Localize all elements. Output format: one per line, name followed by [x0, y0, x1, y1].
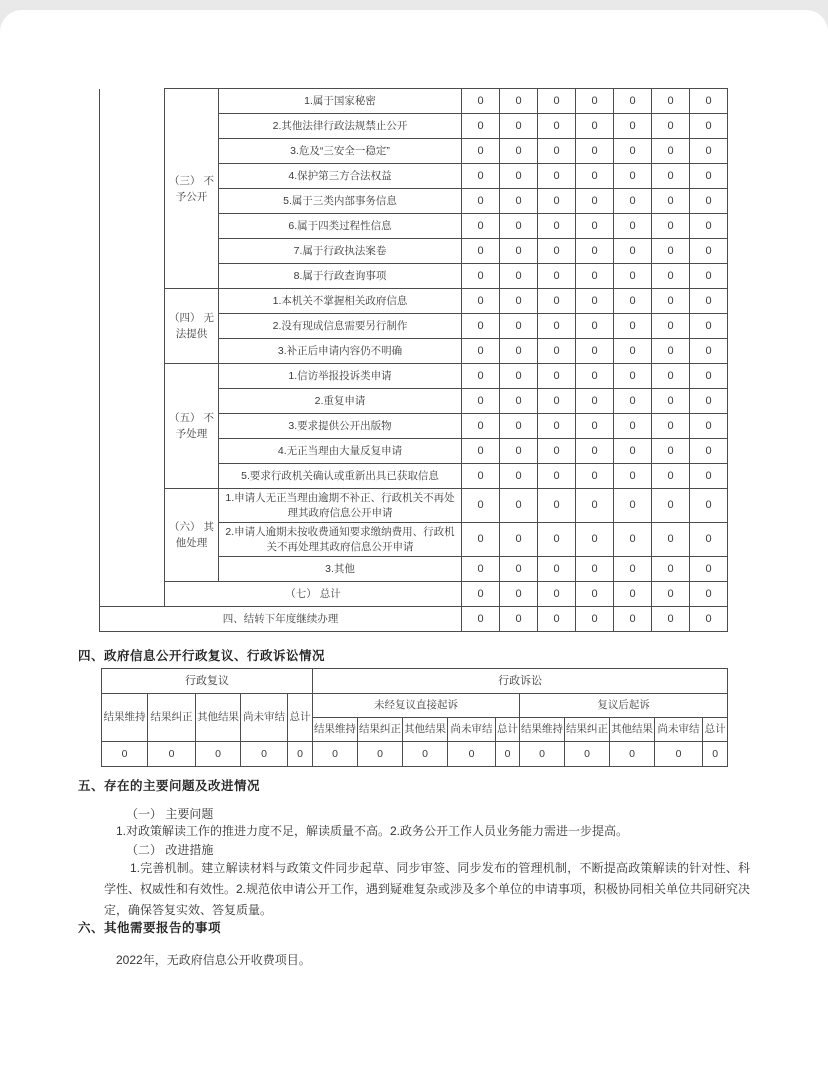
- item-label-cell: 3.危及“三安全一稳定”: [219, 139, 462, 164]
- value-cell: 0: [448, 742, 496, 767]
- value-cell: 0: [462, 364, 500, 389]
- value-cell: 0: [148, 742, 196, 767]
- section5-sub2-heading: （二） 改进措施: [126, 843, 214, 857]
- value-cell: 0: [538, 607, 576, 632]
- value-cell: 0: [500, 557, 538, 582]
- column-header-cell: 其他结果: [196, 694, 241, 742]
- value-cell: 0: [652, 364, 690, 389]
- value-cell: 0: [576, 582, 614, 607]
- value-cell: 0: [241, 742, 288, 767]
- item-label-cell: 6.属于四类过程性信息: [219, 214, 462, 239]
- section6-para: 2022年，无政府信息公开收费项目。: [116, 953, 311, 967]
- value-cell: 0: [538, 164, 576, 189]
- value-cell: 0: [614, 414, 652, 439]
- value-cell: 0: [652, 164, 690, 189]
- value-cell: 0: [500, 582, 538, 607]
- value-cell: 0: [500, 264, 538, 289]
- value-cell: 0: [690, 364, 728, 389]
- value-cell: 0: [500, 289, 538, 314]
- value-cell: 0: [538, 339, 576, 364]
- value-cell: 0: [462, 582, 500, 607]
- value-cell: 0: [690, 557, 728, 582]
- column-header-cell: 结果纠正: [148, 694, 196, 742]
- post-review-suit-header-cell: 复议后起诉: [520, 694, 728, 718]
- value-cell: 0: [652, 239, 690, 264]
- value-cell: 0: [500, 114, 538, 139]
- value-cell: 0: [576, 89, 614, 114]
- value-cell: 0: [500, 214, 538, 239]
- value-cell: 0: [500, 489, 538, 523]
- section6-heading: 六、其他需要报告的事项: [78, 921, 222, 935]
- value-cell: 0: [690, 139, 728, 164]
- value-cell: 0: [690, 439, 728, 464]
- value-cell: 0: [690, 189, 728, 214]
- value-cell: 0: [652, 489, 690, 523]
- value-cell: 0: [614, 364, 652, 389]
- value-cell: 0: [614, 439, 652, 464]
- value-cell: 0: [538, 414, 576, 439]
- carryover-label-cell: 四、结转下年度继续办理: [100, 607, 462, 632]
- value-cell: 0: [614, 314, 652, 339]
- value-cell: 0: [288, 742, 313, 767]
- value-cell: 0: [576, 164, 614, 189]
- litigation-header-cell: 行政诉讼: [313, 669, 728, 694]
- value-cell: 0: [538, 89, 576, 114]
- value-cell: 0: [652, 439, 690, 464]
- value-cell: 0: [500, 164, 538, 189]
- value-cell: 0: [538, 464, 576, 489]
- value-cell: 0: [565, 742, 610, 767]
- section4-heading: 四、政府信息公开行政复议、行政诉讼情况: [78, 649, 326, 663]
- value-cell: 0: [576, 439, 614, 464]
- direct-suit-header-cell: 未经复议直接起诉: [313, 694, 520, 718]
- table-row: [100, 489, 728, 523]
- item-label-cell: 1.信访举报投诉类申请: [219, 364, 462, 389]
- section5-para1: 1.对政策解读工作的推进力度不足，解读质量不高。2.政务公开工作人员业务能力需进一步提高。: [116, 824, 629, 838]
- value-cell: 0: [576, 239, 614, 264]
- column-header-cell: 尚未审结: [241, 694, 288, 742]
- value-cell: 0: [576, 314, 614, 339]
- value-cell: 0: [462, 114, 500, 139]
- item-label-cell: 2.没有现成信息需要另行制作: [219, 314, 462, 339]
- review-litigation-table: [101, 668, 728, 767]
- value-cell: 0: [462, 264, 500, 289]
- value-cell: 0: [576, 289, 614, 314]
- value-cell: 0: [403, 742, 448, 767]
- value-cell: 0: [652, 339, 690, 364]
- value-cell: 0: [690, 264, 728, 289]
- value-cell: 0: [655, 742, 703, 767]
- column-header-cell: 其他结果: [610, 718, 655, 742]
- value-cell: 0: [690, 523, 728, 557]
- value-cell: 0: [614, 239, 652, 264]
- column-header-cell: 总计: [496, 718, 520, 742]
- table-row: [102, 742, 728, 767]
- value-cell: 0: [652, 607, 690, 632]
- value-cell: 0: [652, 114, 690, 139]
- value-cell: 0: [538, 189, 576, 214]
- value-cell: 0: [652, 523, 690, 557]
- section5-heading: 五、存在的主要问题及改进情况: [78, 779, 261, 793]
- item-label-cell: 3.补正后申请内容仍不明确: [219, 339, 462, 364]
- value-cell: 0: [538, 389, 576, 414]
- value-cell: 0: [576, 214, 614, 239]
- item-label-cell: 4.保护第三方合法权益: [219, 164, 462, 189]
- value-cell: 0: [462, 557, 500, 582]
- item-label-cell: 2.其他法律行政法规禁止公开: [219, 114, 462, 139]
- column-header-cell: 总计: [288, 694, 313, 742]
- value-cell: 0: [196, 742, 241, 767]
- table-row: [102, 669, 728, 694]
- table-row: [100, 89, 728, 114]
- value-cell: 0: [500, 364, 538, 389]
- value-cell: 0: [614, 339, 652, 364]
- value-cell: 0: [576, 523, 614, 557]
- column-header-cell: 总计: [703, 718, 728, 742]
- category-cell: [100, 89, 165, 607]
- value-cell: 0: [652, 557, 690, 582]
- value-cell: 0: [538, 314, 576, 339]
- value-cell: 0: [690, 389, 728, 414]
- value-cell: 0: [462, 489, 500, 523]
- value-cell: 0: [652, 139, 690, 164]
- column-header-cell: 尚未审结: [655, 718, 703, 742]
- item-label-cell: 5.属于三类内部事务信息: [219, 189, 462, 214]
- value-cell: 0: [462, 607, 500, 632]
- value-cell: 0: [614, 607, 652, 632]
- value-cell: 0: [576, 389, 614, 414]
- value-cell: 0: [538, 214, 576, 239]
- value-cell: 0: [690, 339, 728, 364]
- column-header-cell: 结果维持: [102, 694, 148, 742]
- value-cell: 0: [614, 557, 652, 582]
- item-label-cell: 1.本机关不掌握相关政府信息: [219, 289, 462, 314]
- value-cell: 0: [690, 582, 728, 607]
- value-cell: 0: [500, 139, 538, 164]
- value-cell: 0: [652, 189, 690, 214]
- item-label-cell: 5.要求行政机关确认或重新出具已获取信息: [219, 464, 462, 489]
- column-header-cell: 结果纠正: [565, 718, 610, 742]
- value-cell: 0: [614, 164, 652, 189]
- column-header-cell: 结果纠正: [358, 718, 403, 742]
- value-cell: 0: [690, 289, 728, 314]
- item-label-cell: 2.申请人逾期未按收费通知要求缴纳费用、行政机关不再处理其政府信息公开申请: [219, 523, 462, 557]
- value-cell: 0: [614, 389, 652, 414]
- value-cell: 0: [690, 239, 728, 264]
- value-cell: 0: [500, 464, 538, 489]
- value-cell: 0: [652, 582, 690, 607]
- value-cell: 0: [500, 523, 538, 557]
- value-cell: 0: [500, 339, 538, 364]
- section5-para2: 1.完善机制。建立解读材料与政策文件同步起草、同步审签、同步发布的管理机制，不断提高政策解读的针对性、科学性、权威性和有效性。2.规范依申请公开工作，遇到疑难复杂或涉及多个单位的申请事项，积极协同相关单位共同研究决定，确保答复实效、答复质量。: [104, 861, 751, 917]
- total-label-cell: （七） 总计: [165, 582, 462, 607]
- value-cell: 0: [652, 89, 690, 114]
- value-cell: 0: [652, 314, 690, 339]
- value-cell: 0: [500, 239, 538, 264]
- value-cell: 0: [462, 164, 500, 189]
- item-label-cell: 4.无正当理由大量反复申请: [219, 439, 462, 464]
- value-cell: 0: [462, 239, 500, 264]
- item-label-cell: 3.要求提供公开出版物: [219, 414, 462, 439]
- value-cell: 0: [538, 139, 576, 164]
- value-cell: 0: [652, 264, 690, 289]
- value-cell: 0: [576, 464, 614, 489]
- value-cell: 0: [462, 289, 500, 314]
- item-label-cell: 7.属于行政执法案卷: [219, 239, 462, 264]
- carryover-row: [100, 607, 728, 632]
- value-cell: 0: [500, 414, 538, 439]
- report-page: [0, 10, 828, 1068]
- value-cell: 0: [462, 439, 500, 464]
- value-cell: 0: [576, 414, 614, 439]
- value-cell: 0: [690, 414, 728, 439]
- value-cell: 0: [614, 89, 652, 114]
- value-cell: 0: [614, 582, 652, 607]
- value-cell: 0: [538, 364, 576, 389]
- value-cell: 0: [462, 523, 500, 557]
- value-cell: 0: [576, 339, 614, 364]
- table-row: [100, 364, 728, 389]
- item-label-cell: 1.属于国家秘密: [219, 89, 462, 114]
- value-cell: 0: [462, 389, 500, 414]
- value-cell: 0: [652, 389, 690, 414]
- value-cell: 0: [614, 139, 652, 164]
- value-cell: 0: [500, 89, 538, 114]
- value-cell: 0: [462, 214, 500, 239]
- value-cell: 0: [576, 139, 614, 164]
- column-header-cell: 尚未审结: [448, 718, 496, 742]
- value-cell: 0: [614, 189, 652, 214]
- value-cell: 0: [538, 489, 576, 523]
- value-cell: 0: [500, 607, 538, 632]
- group-label-cell: （六） 其他处理: [165, 489, 219, 582]
- value-cell: 0: [500, 389, 538, 414]
- value-cell: 0: [538, 114, 576, 139]
- value-cell: 0: [462, 189, 500, 214]
- item-label-cell: 2.重复申请: [219, 389, 462, 414]
- table-row: [100, 289, 728, 314]
- item-label-cell: 8.属于行政查询事项: [219, 264, 462, 289]
- value-cell: 0: [576, 364, 614, 389]
- value-cell: 0: [496, 742, 520, 767]
- value-cell: 0: [614, 114, 652, 139]
- value-cell: 0: [690, 214, 728, 239]
- value-cell: 0: [614, 289, 652, 314]
- value-cell: 0: [500, 439, 538, 464]
- value-cell: 0: [538, 439, 576, 464]
- value-cell: 0: [576, 189, 614, 214]
- section5-sub1-heading: （一） 主要问题: [126, 807, 214, 821]
- request-results-table: [99, 88, 728, 632]
- item-label-cell: 1.申请人无正当理由逾期不补正、行政机关不再处理其政府信息公开申请: [219, 489, 462, 523]
- value-cell: 0: [652, 214, 690, 239]
- value-cell: 0: [462, 89, 500, 114]
- value-cell: 0: [538, 523, 576, 557]
- value-cell: 0: [652, 414, 690, 439]
- value-cell: 0: [538, 264, 576, 289]
- column-header-cell: 结果维持: [313, 718, 358, 742]
- value-cell: 0: [576, 607, 614, 632]
- value-cell: 0: [538, 557, 576, 582]
- value-cell: 0: [614, 264, 652, 289]
- value-cell: 0: [690, 89, 728, 114]
- total-row: [100, 582, 728, 607]
- value-cell: 0: [690, 164, 728, 189]
- value-cell: 0: [576, 557, 614, 582]
- value-cell: 0: [500, 314, 538, 339]
- table-row: [102, 694, 728, 718]
- item-label-cell: 3.其他: [219, 557, 462, 582]
- value-cell: 0: [690, 464, 728, 489]
- value-cell: 0: [102, 742, 148, 767]
- group-label-cell: （三） 不予公开: [165, 89, 219, 289]
- value-cell: 0: [462, 314, 500, 339]
- value-cell: 0: [652, 289, 690, 314]
- value-cell: 0: [690, 114, 728, 139]
- value-cell: 0: [652, 464, 690, 489]
- group-label-cell: （四） 无法提供: [165, 289, 219, 364]
- review-header-cell: 行政复议: [102, 669, 313, 694]
- column-header-cell: 其他结果: [403, 718, 448, 742]
- value-cell: 0: [690, 489, 728, 523]
- value-cell: 0: [538, 289, 576, 314]
- value-cell: 0: [703, 742, 728, 767]
- value-cell: 0: [538, 239, 576, 264]
- value-cell: 0: [538, 582, 576, 607]
- column-header-cell: 结果维持: [520, 718, 565, 742]
- value-cell: 0: [520, 742, 565, 767]
- value-cell: 0: [313, 742, 358, 767]
- value-cell: 0: [462, 139, 500, 164]
- value-cell: 0: [576, 489, 614, 523]
- value-cell: 0: [576, 264, 614, 289]
- value-cell: 0: [610, 742, 655, 767]
- value-cell: 0: [614, 489, 652, 523]
- value-cell: 0: [614, 214, 652, 239]
- group-label-cell: （五） 不予处理: [165, 364, 219, 489]
- value-cell: 0: [358, 742, 403, 767]
- value-cell: 0: [462, 339, 500, 364]
- value-cell: 0: [462, 414, 500, 439]
- value-cell: 0: [690, 607, 728, 632]
- value-cell: 0: [614, 523, 652, 557]
- value-cell: 0: [462, 464, 500, 489]
- value-cell: 0: [614, 464, 652, 489]
- value-cell: 0: [690, 314, 728, 339]
- value-cell: 0: [500, 189, 538, 214]
- value-cell: 0: [576, 114, 614, 139]
